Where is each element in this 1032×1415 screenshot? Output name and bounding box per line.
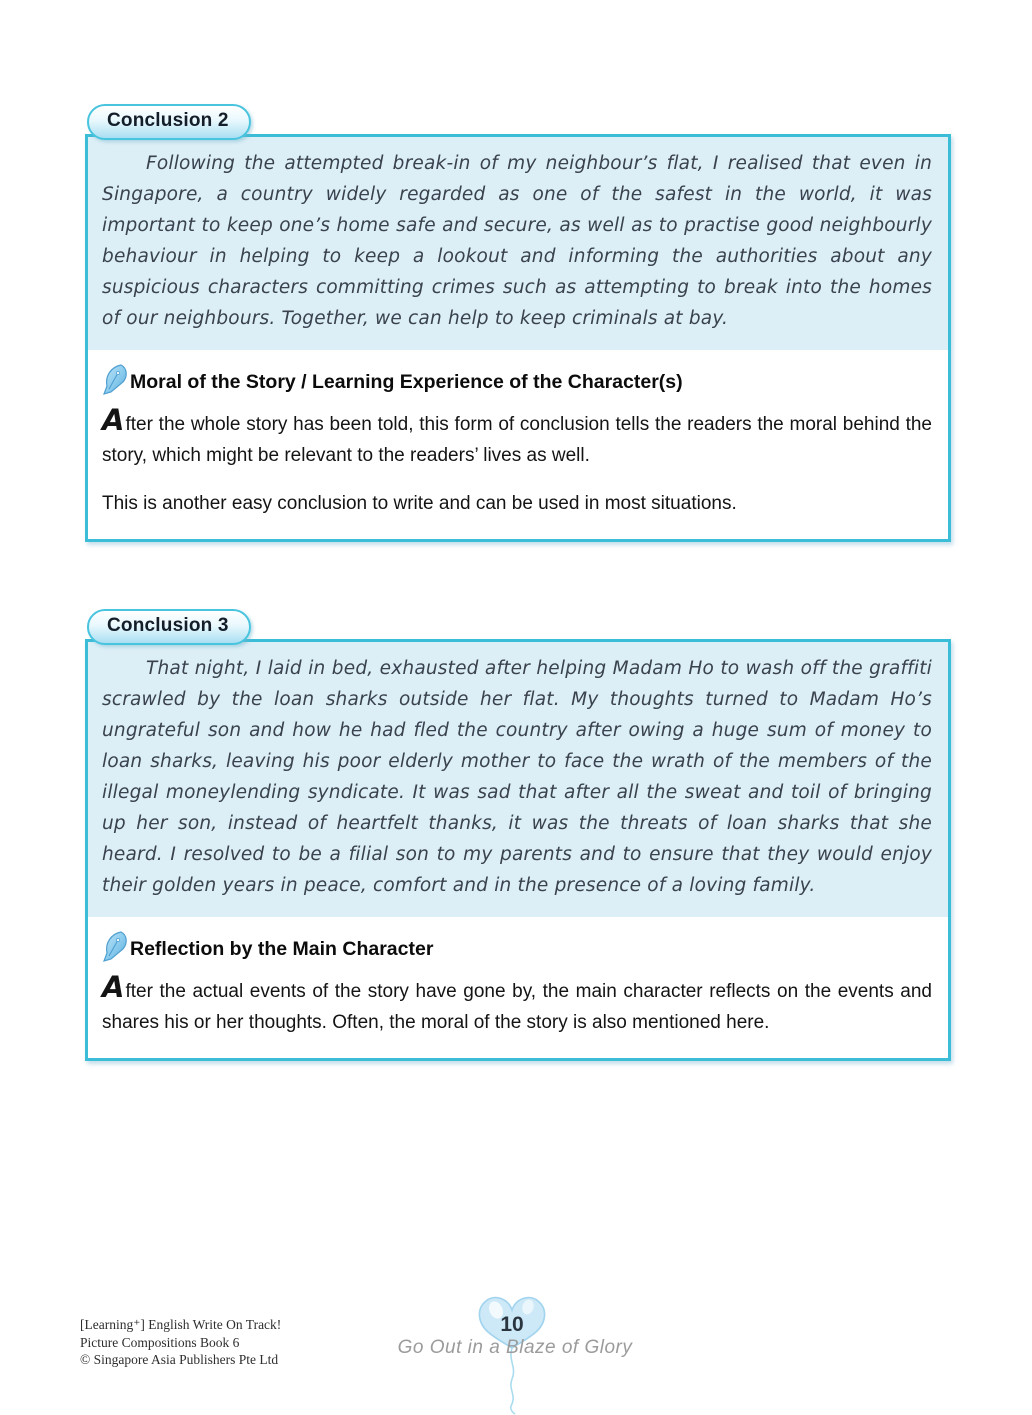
quill-pen-icon [102,364,129,395]
page-number: 10 [500,1313,524,1336]
conclusion-2-box [85,134,951,542]
drop-cap: A [102,403,125,437]
explanation-heading-row [102,364,932,395]
section-heading: Moral of the Story / Learning Experience of the Character(s) [130,371,683,393]
paragraph-text: fter the whole story has been told, this form of conclusion tells the readers the moral behind the story, which might be relevant to the readers’ lives as well. [102,414,932,466]
badge-label: Conclusion 3 [107,615,229,636]
conclusion-3-section [85,609,951,1061]
imprint-line: © Singapore Asia Publishers Pte Ltd [80,1352,279,1367]
paragraph-text: fter the actual events of the story have gone by, the main character reflects on the events and shares his or her thoughts. Often, the moral of the story is also mentioned here. [102,981,932,1033]
badge-label: Conclusion 2 [107,110,229,131]
imprint-line: Picture Compositions Book 6 [80,1334,240,1350]
section-heading: Reflection by the Main Character [130,938,434,960]
book-chapter-title: Go Out in a Blaze of Glory [397,1337,633,1358]
explanation-paragraph [102,403,932,471]
explanation-block [88,350,948,539]
explanation-paragraph [102,970,932,1038]
conclusion-2-badge [87,104,251,140]
story-paragraph: Following the attempted break-in of my neighbour’s flat, I realised that even in Singapore, a country widely regarded as one of the safest in the world, it was important to keep one’s home safe and secure, as well as to practise good neighbourly behaviour in helping to keep a lookout and informing the authorities about any suspicious characters committing crimes such as attempting to break into the homes of our neighbours. Together, we can help to keep criminals at bay. [102,153,932,329]
imprint-line: [Learning⁺] English Write On Track! [80,1317,282,1332]
explanation-block [88,917,948,1058]
story-example [88,137,948,350]
conclusion-3-box [85,639,951,1061]
drop-cap: A [102,970,125,1004]
explanation-paragraph-2: This is another easy conclusion to write and can be used in most situations. [102,493,737,514]
conclusion-3-badge [87,609,251,645]
story-paragraph: That night, I laid in bed, exhausted after helping Madam Ho to wash off the graffiti scrawled by the loan sharks outside her flat. My thoughts turned to Madam Ho’s ungrateful son and how he had fled the country after owing a huge sum of money to loan sharks, leaving his poor elderly mother to face the wrath of the members of the illegal moneylending syndicate. It was sad that after all the sweat and toil of bringing up her son, instead of heartfelt thanks, it was the threats of loan sharks that she heard. I resolved to be a filial son to my parents and to ensure that they would enjoy their golden years in peace, comfort and in the presence of a loving family. [102,658,932,896]
quill-pen-icon [102,931,129,962]
story-example [88,642,948,917]
conclusion-2-section [85,104,951,542]
publisher-imprint [80,1316,281,1369]
explanation-heading-row [102,931,932,962]
